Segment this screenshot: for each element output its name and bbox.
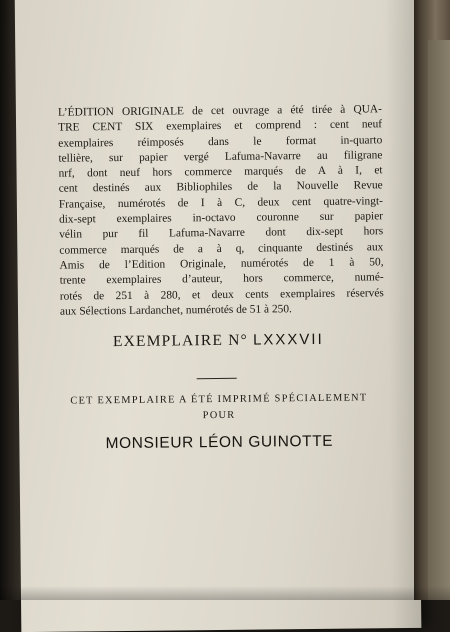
colophon-line: trente exemplaires d’auteur, hors commerce, numé- — [59, 271, 384, 287]
divider-rule — [197, 378, 237, 379]
adjacent-page-edge — [414, 0, 450, 600]
colophon-line: TRE CENT SIX exemplaires et comprend : cent neuf — [58, 118, 383, 134]
recipient-name: MONSIEUR LÉON GUINOTTE — [105, 432, 334, 453]
colophon-line: Française, numérotés de I à C, deux cent quatre-vingt- — [58, 195, 383, 211]
dedication-pour: POUR — [202, 409, 236, 422]
book-page — [15, 0, 422, 632]
adjacent-sheet — [428, 40, 450, 600]
colophon-line: L’ÉDITION ORIGINALE de cet ouvrage a été tirée à QUA- — [57, 103, 382, 119]
colophon-line: aux Sélections Lardanchet, numérotés de 51 à 250. — [59, 303, 292, 318]
colophon-line: vélin pur fil Lafuma-Navarre dont dix-sept hors — [59, 225, 384, 242]
colophon-line: exemplaires réimposés dans le format in-quarto — [58, 133, 383, 150]
colophon-line: cent destinés aux Bibliophiles de la Nouvelle Revue — [58, 179, 383, 196]
colophon-line: nrf, dont neuf hors commerce marqués de A à I, et — [58, 164, 383, 180]
colophon-line: tellière, sur papier vergé Lafuma-Navarre au filigrane — [58, 149, 383, 165]
copy-number-heading — [18, 330, 418, 352]
colophon-line: commerce marqués de a à q, cinquante destinés aux — [59, 240, 384, 257]
copy-number: LXXXVII — [252, 330, 324, 349]
colophon-line: dix-sept exemplaires in-octavo couronne sur papier — [58, 210, 384, 226]
bottom-shadow — [0, 586, 450, 600]
colophon-line: Amis de l’Edition Originale, numérotés de 1 à 50, — [59, 256, 384, 272]
copy-label: EXEMPLAIRE N° — [112, 331, 249, 351]
dedication-text: CET EXEMPLAIRE A ÉTÉ IMPRIMÉ SPÉCIALEMENT — [70, 392, 368, 407]
colophon-paragraph — [58, 102, 384, 320]
colophon-line: rotés de 251 à 280, et deux cents exemplaires réservés — [59, 286, 384, 303]
